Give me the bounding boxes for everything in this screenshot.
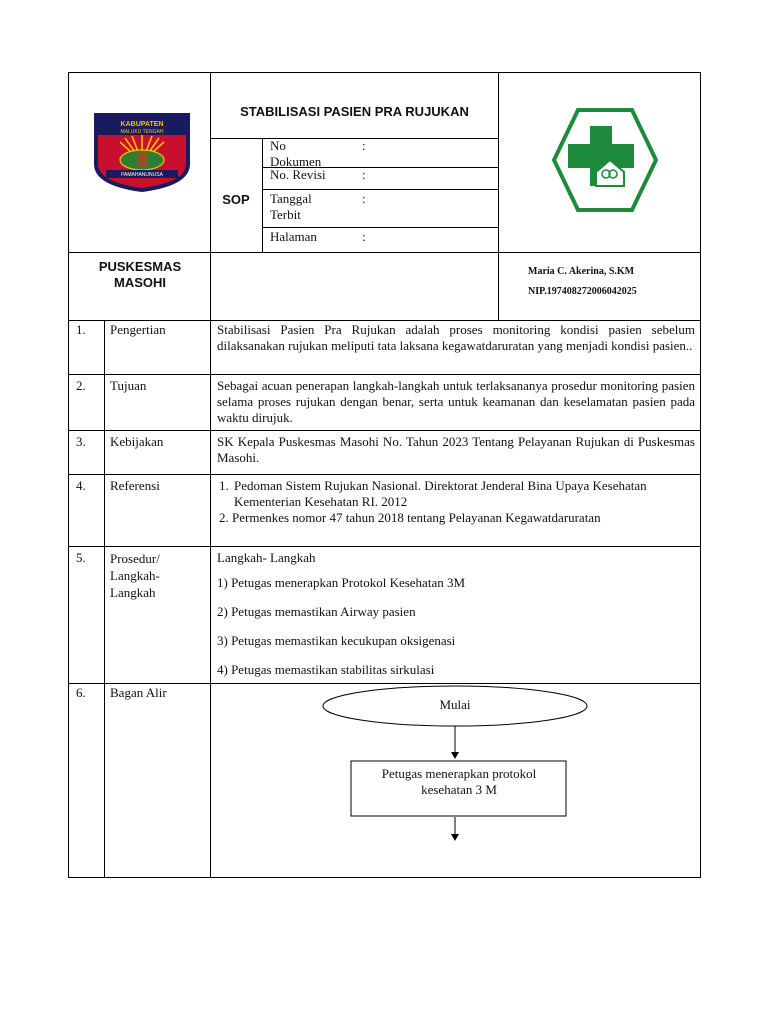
field-no-dokumen-sep: : xyxy=(362,138,366,153)
field-no-revisi-label: No. Revisi xyxy=(270,167,326,182)
logo-top-text: KABUPATEN xyxy=(120,121,164,128)
field-no-dokumen-label: No Dokumen xyxy=(270,138,322,169)
section-number: 1. xyxy=(76,322,86,337)
section-number: 4. xyxy=(76,478,86,493)
section-title-bagan-alir: Bagan Alir xyxy=(110,685,167,700)
section-number: 3. xyxy=(76,434,86,449)
reference-item: Pedoman Sistem Rujukan Nasional. Direktorat Jenderal Bina Upaya Kesehatan Kementerian Kesehatan RI. 2012 xyxy=(234,478,647,509)
section-title-tujuan: Tujuan xyxy=(110,378,147,393)
field-tanggal-terbit-label: Tanggal Terbit xyxy=(270,191,312,222)
procedure-step: 2) Petugas memastikan Airway pasien xyxy=(217,604,416,619)
section-number: 5. xyxy=(76,550,86,565)
field-tanggal-terbit-sep: : xyxy=(362,191,366,206)
section-number: 2. xyxy=(76,378,86,393)
sop-label: SOP xyxy=(222,192,250,207)
section-title-kebijakan: Kebijakan xyxy=(110,434,164,449)
procedure-step: 1) Petugas menerapkan Protokol Kesehatan 3M xyxy=(217,575,466,590)
signer-name: Maria C. Akerina, S.KM xyxy=(528,266,635,277)
flow-arrow-head xyxy=(451,752,459,759)
flow-arrow-head xyxy=(451,834,459,841)
logo-sub-text: MALUKU TENGAH xyxy=(120,129,164,135)
section-content-kebijakan: SK Kepala Puskesmas Masohi No. Tahun 2023 Tentang Pelayanan Rujukan di Puskesmas Masohi. xyxy=(217,434,695,465)
organization-name: PUSKESMAS MASOHI xyxy=(98,259,182,290)
section-title-referensi: Referensi xyxy=(110,478,160,493)
reference-item-marker: 2. xyxy=(219,510,229,525)
kabupaten-logo xyxy=(92,112,192,192)
field-halaman-sep: : xyxy=(362,229,366,244)
section-content-pengertian: Stabilisasi Pasien Pra Rujukan adalah proses monitoring kondisi pasien sebelum dilaksanakan rujukan meliputi tata laksana kegawatdaruratan yang menjadi kondisi pasien.. xyxy=(217,322,695,353)
procedure-step: 4) Petugas memastikan stabilitas sirkulasi xyxy=(217,662,435,677)
section-content-tujuan: Sebagai acuan penerapan langkah-langkah untuk terlaksananya prosedur monitoring pasien selama proses rujukan dengan benar, serta untuk keamanan dan keselamatan pasien pada waktu dirujuk. xyxy=(217,378,695,425)
section-number: 6. xyxy=(76,685,86,700)
puskesmas-cross-logo xyxy=(550,108,660,212)
signer-nip: NIP.197408272006042025 xyxy=(528,286,637,297)
procedure-step: 3) Petugas memastikan kecukupan oksigenasi xyxy=(217,633,456,648)
reference-item: Permenkes nomor 47 tahun 2018 tentang Pelayanan Kegawatdaruratan xyxy=(232,510,601,525)
section-title-pengertian: Pengertian xyxy=(110,322,166,337)
reference-item-marker: 1. xyxy=(219,478,229,493)
field-halaman-label: Halaman xyxy=(270,229,317,244)
procedure-heading: Langkah- Langkah xyxy=(217,550,316,565)
field-no-revisi-sep: : xyxy=(362,167,366,182)
flow-step-label: Petugas menerapkan protokol kesehatan 3 M xyxy=(381,766,537,797)
logo-motto: PAMAHANUNUSA xyxy=(121,172,163,178)
flow-start-label: Mulai xyxy=(439,697,471,712)
section-title-prosedur: Prosedur/ Langkah-Langkah xyxy=(110,551,160,600)
document-title: STABILISASI PASIEN PRA RUJUKAN xyxy=(240,104,469,119)
